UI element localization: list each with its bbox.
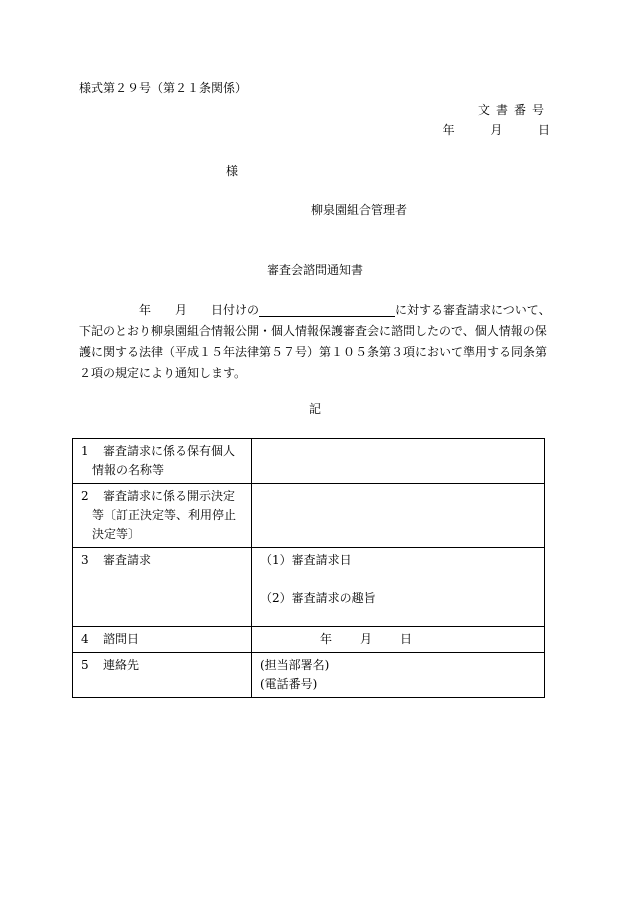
body-line-4: ２項の規定により通知します。 (79, 366, 247, 380)
document-date (443, 122, 550, 138)
sub-item-request-purpose: （2）審査請求の趣旨 (260, 591, 376, 605)
contact-department: (担当部署名) (260, 658, 330, 672)
row-label: 諮問日 (103, 632, 140, 646)
row-label-cell (73, 439, 252, 484)
body-line-3: 護に関する法律（平成１５年法律第５７号）第１０５条第３項において準用する同条第 (79, 345, 548, 359)
row-number: 2 (81, 489, 89, 503)
row-label: 審査請求 (103, 553, 152, 567)
row-label-cell (73, 548, 252, 627)
row-label: 審査請求に係る開示決定 (103, 489, 236, 503)
consult-month: 月 (360, 632, 373, 646)
sender-name: 柳泉園組合管理者 (311, 203, 408, 217)
row-label-cont: 決定等〕 (92, 527, 141, 541)
row-number: 1 (81, 444, 89, 458)
date-month: 月 (490, 123, 503, 137)
row-label-cont: 等〔訂正決定等、利用停止 (92, 508, 237, 522)
row-label-cont: 情報の名称等 (92, 463, 165, 477)
row-value-cell (252, 627, 545, 653)
body-line-1 (79, 300, 551, 321)
table-row (73, 484, 545, 548)
row-label: 連絡先 (103, 658, 140, 672)
row-number: 5 (81, 658, 89, 672)
row-value-cell (252, 548, 545, 627)
date-day: 日 (537, 123, 550, 137)
table-row (73, 653, 545, 698)
blank-underline (259, 302, 395, 317)
row-value-cell (252, 439, 545, 484)
body-text (79, 300, 551, 384)
date-year: 年 (442, 123, 455, 137)
body-line-1-end: に対する審査請求について、 (395, 303, 551, 317)
table-row (73, 439, 545, 484)
document-number-label: 文書番号 (477, 103, 550, 117)
document-title: 審査会諮問通知書 (266, 263, 363, 277)
body-month: 月 (175, 303, 188, 317)
table-row (73, 627, 545, 653)
body-date-suffix: 日付けの (211, 303, 260, 317)
contact-phone: (電話番号) (260, 677, 318, 691)
row-number: 3 (81, 553, 89, 567)
consult-day: 日 (400, 632, 413, 646)
row-value-cell (252, 484, 545, 548)
body-year: 年 (139, 303, 152, 317)
sub-item-request-date: （1）審査請求日 (260, 553, 352, 567)
consult-year: 年 (320, 632, 333, 646)
row-label: 審査請求に係る保有個人 (103, 444, 236, 458)
ki-heading: 記 (308, 402, 321, 416)
notice-items-table (72, 438, 545, 698)
row-value-cell (252, 653, 545, 698)
form-number: 様式第２９号（第２１条関係） (79, 81, 248, 95)
row-label-cell (73, 484, 252, 548)
body-line-2: 下記のとおり柳泉園組合情報公開・個人情報保護審査会に諮問したので、個人情報の保 (79, 324, 547, 338)
row-number: 4 (81, 632, 89, 646)
row-label-cell (73, 653, 252, 698)
addressee-suffix: 様 (226, 164, 239, 178)
table-row (73, 548, 545, 627)
row-label-cell (73, 627, 252, 653)
